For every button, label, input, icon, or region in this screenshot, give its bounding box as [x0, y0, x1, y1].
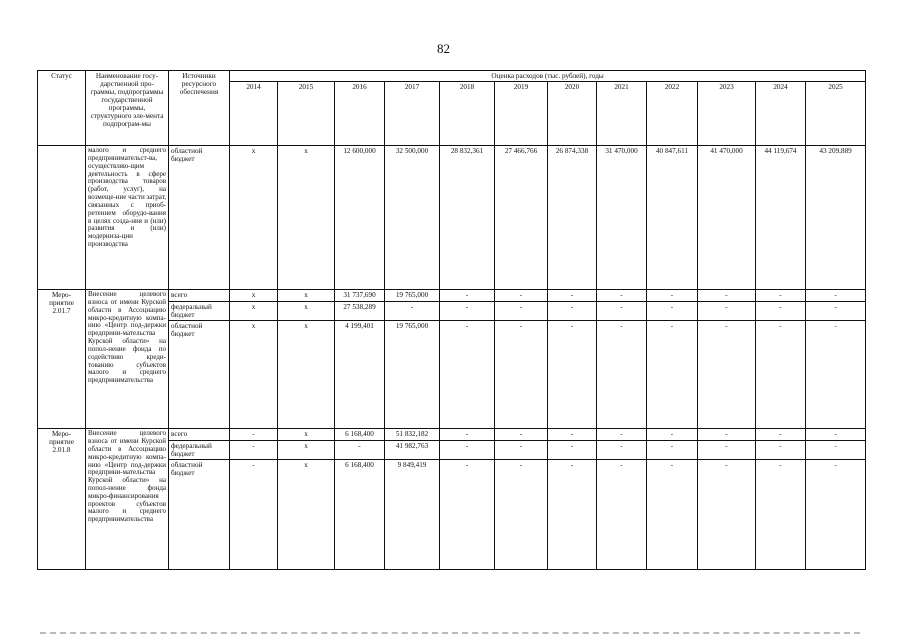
cell-value: - — [230, 429, 278, 441]
cell-value: 51 832,182 — [385, 429, 440, 441]
year-header: 2016 — [335, 82, 385, 146]
year-header: 2023 — [698, 82, 756, 146]
cell-value: x — [278, 441, 335, 460]
cell-value: 40 847,611 — [647, 146, 698, 290]
year-header: 2017 — [385, 82, 440, 146]
header-name: Наименование госу-дарственной про-граммы, подпрограммы государственной программы, структурного эле-мента подпрограм-мы — [86, 71, 169, 146]
row-source: областной бюджет — [169, 460, 230, 570]
cell-value: x — [278, 302, 335, 321]
cell-value: - — [597, 302, 647, 321]
cell-value: - — [230, 441, 278, 460]
cell-value: x — [230, 302, 278, 321]
cell-value: 4 199,401 — [335, 321, 385, 429]
cell-value: - — [806, 429, 866, 441]
cell-value: 43 209,889 — [806, 146, 866, 290]
row-source: областной бюджет — [169, 321, 230, 429]
cell-value: - — [548, 290, 597, 302]
row-name: Внесение целевого взноса от имени Курской области в Ассоциацию микро-кредитную компа-нию «Центр под-держки предприни-мательства Курской области» на попол-нение фонда по содействию креди-тованию субъектов малого и среднего предпринимательства — [86, 290, 169, 429]
cell-value: 19 765,000 — [385, 290, 440, 302]
cell-value: - — [597, 429, 647, 441]
table-row — [38, 429, 866, 441]
cell-value: - — [495, 441, 548, 460]
cell-value: x — [230, 146, 278, 290]
cell-value: - — [548, 429, 597, 441]
header-estimate: Оценка расходов (тыс. рублей), годы — [230, 71, 866, 82]
row-source: федеральный бюджет — [169, 441, 230, 460]
cell-value: - — [548, 321, 597, 429]
cell-value: 9 849,419 — [385, 460, 440, 570]
cell-value: - — [495, 460, 548, 570]
cell-value: 31 470,000 — [597, 146, 647, 290]
cell-value: 6 168,400 — [335, 429, 385, 441]
page-number: 82 — [437, 41, 450, 56]
table-row — [38, 290, 866, 302]
budget-table — [37, 70, 866, 570]
cell-value: - — [495, 321, 548, 429]
row-source: всего — [169, 429, 230, 441]
cell-value: - — [597, 460, 647, 570]
cell-value: - — [806, 321, 866, 429]
year-header: 2018 — [440, 82, 495, 146]
cell-value: - — [548, 441, 597, 460]
cell-value: 27 538,289 — [335, 302, 385, 321]
cell-value: - — [756, 460, 806, 570]
cell-value: - — [230, 460, 278, 570]
cell-value: - — [698, 441, 756, 460]
cell-value: - — [548, 460, 597, 570]
cell-value: x — [278, 429, 335, 441]
cell-value: - — [597, 290, 647, 302]
cell-value: - — [756, 302, 806, 321]
cell-value: - — [698, 302, 756, 321]
cell-value: - — [647, 460, 698, 570]
cell-value: 44 119,674 — [756, 146, 806, 290]
year-header: 2022 — [647, 82, 698, 146]
cell-value: 31 737,690 — [335, 290, 385, 302]
cell-value: 12 600,000 — [335, 146, 385, 290]
year-header: 2024 — [756, 82, 806, 146]
cell-value: - — [756, 290, 806, 302]
cell-value: - — [647, 441, 698, 460]
budget-rows — [38, 146, 866, 570]
cell-value: - — [698, 290, 756, 302]
cell-value: x — [278, 321, 335, 429]
cell-value: - — [698, 460, 756, 570]
cell-value: 27 466,766 — [495, 146, 548, 290]
year-header: 2021 — [597, 82, 647, 146]
cell-value: - — [495, 290, 548, 302]
year-header: 2015 — [278, 82, 335, 146]
cell-value: - — [698, 429, 756, 441]
cell-value: - — [385, 302, 440, 321]
cell-value: x — [278, 460, 335, 570]
row-name: Внесение целевого взноса от имени Курской области в Ассоциацию микро-кредитную компа-нию «Центр под-держки предприни-мательства Курской области» на попол-нение фонда микро-финансирования проектов субъектов малого и среднего предпринимательства — [86, 429, 169, 570]
cell-value: - — [647, 290, 698, 302]
cell-value: - — [597, 441, 647, 460]
cell-value: - — [335, 441, 385, 460]
row-status: Меро-приятие 2.01.7 — [38, 290, 86, 429]
cell-value: 28 832,361 — [440, 146, 495, 290]
cell-value: - — [495, 302, 548, 321]
cell-value: - — [756, 321, 806, 429]
year-header: 2014 — [230, 82, 278, 146]
cell-value: 32 500,000 — [385, 146, 440, 290]
cell-value: - — [806, 460, 866, 570]
year-header: 2020 — [548, 82, 597, 146]
cell-value: - — [440, 321, 495, 429]
cell-value: - — [597, 321, 647, 429]
cell-value: - — [440, 290, 495, 302]
year-header: 2019 — [495, 82, 548, 146]
cell-value: 41 982,763 — [385, 441, 440, 460]
cell-value: - — [647, 302, 698, 321]
row-name: малого и среднего предпринимательст-ва, осуществляю-щим деятельность в сфере производства товаров (работ, услуг), на возмеще-ние части затрат, связанных с приоб-ретением оборудо-вания в целях созда-ния и (или) развития и (или) модерниза-ции производства — [86, 146, 169, 290]
cell-value: - — [647, 321, 698, 429]
year-header: 2025 — [806, 82, 866, 146]
cell-value: - — [440, 429, 495, 441]
cell-value: - — [440, 460, 495, 570]
cell-value: - — [495, 429, 548, 441]
cell-value: x — [278, 146, 335, 290]
row-status — [38, 146, 86, 290]
cell-value: x — [278, 290, 335, 302]
row-source: областной бюджет — [169, 146, 230, 290]
cell-value: - — [440, 302, 495, 321]
cell-value: - — [440, 441, 495, 460]
table-row — [38, 146, 866, 290]
cell-value: - — [756, 429, 806, 441]
cell-value: - — [806, 441, 866, 460]
cell-value: 6 168,400 — [335, 460, 385, 570]
cell-value: - — [806, 302, 866, 321]
row-status: Меро-приятие 2.01.8 — [38, 429, 86, 570]
header-sources: Источники ресурсного обеспечения — [169, 71, 230, 146]
row-source: всего — [169, 290, 230, 302]
scan-artifact-line — [40, 632, 860, 634]
cell-value: 26 874,338 — [548, 146, 597, 290]
cell-value: 19 765,000 — [385, 321, 440, 429]
header-status: Статус — [38, 71, 86, 146]
row-source: федеральный бюджет — [169, 302, 230, 321]
cell-value: 41 470,000 — [698, 146, 756, 290]
cell-value: - — [756, 441, 806, 460]
cell-value: x — [230, 321, 278, 429]
cell-value: - — [698, 321, 756, 429]
cell-value: - — [806, 290, 866, 302]
cell-value: - — [548, 302, 597, 321]
cell-value: x — [230, 290, 278, 302]
cell-value: - — [647, 429, 698, 441]
